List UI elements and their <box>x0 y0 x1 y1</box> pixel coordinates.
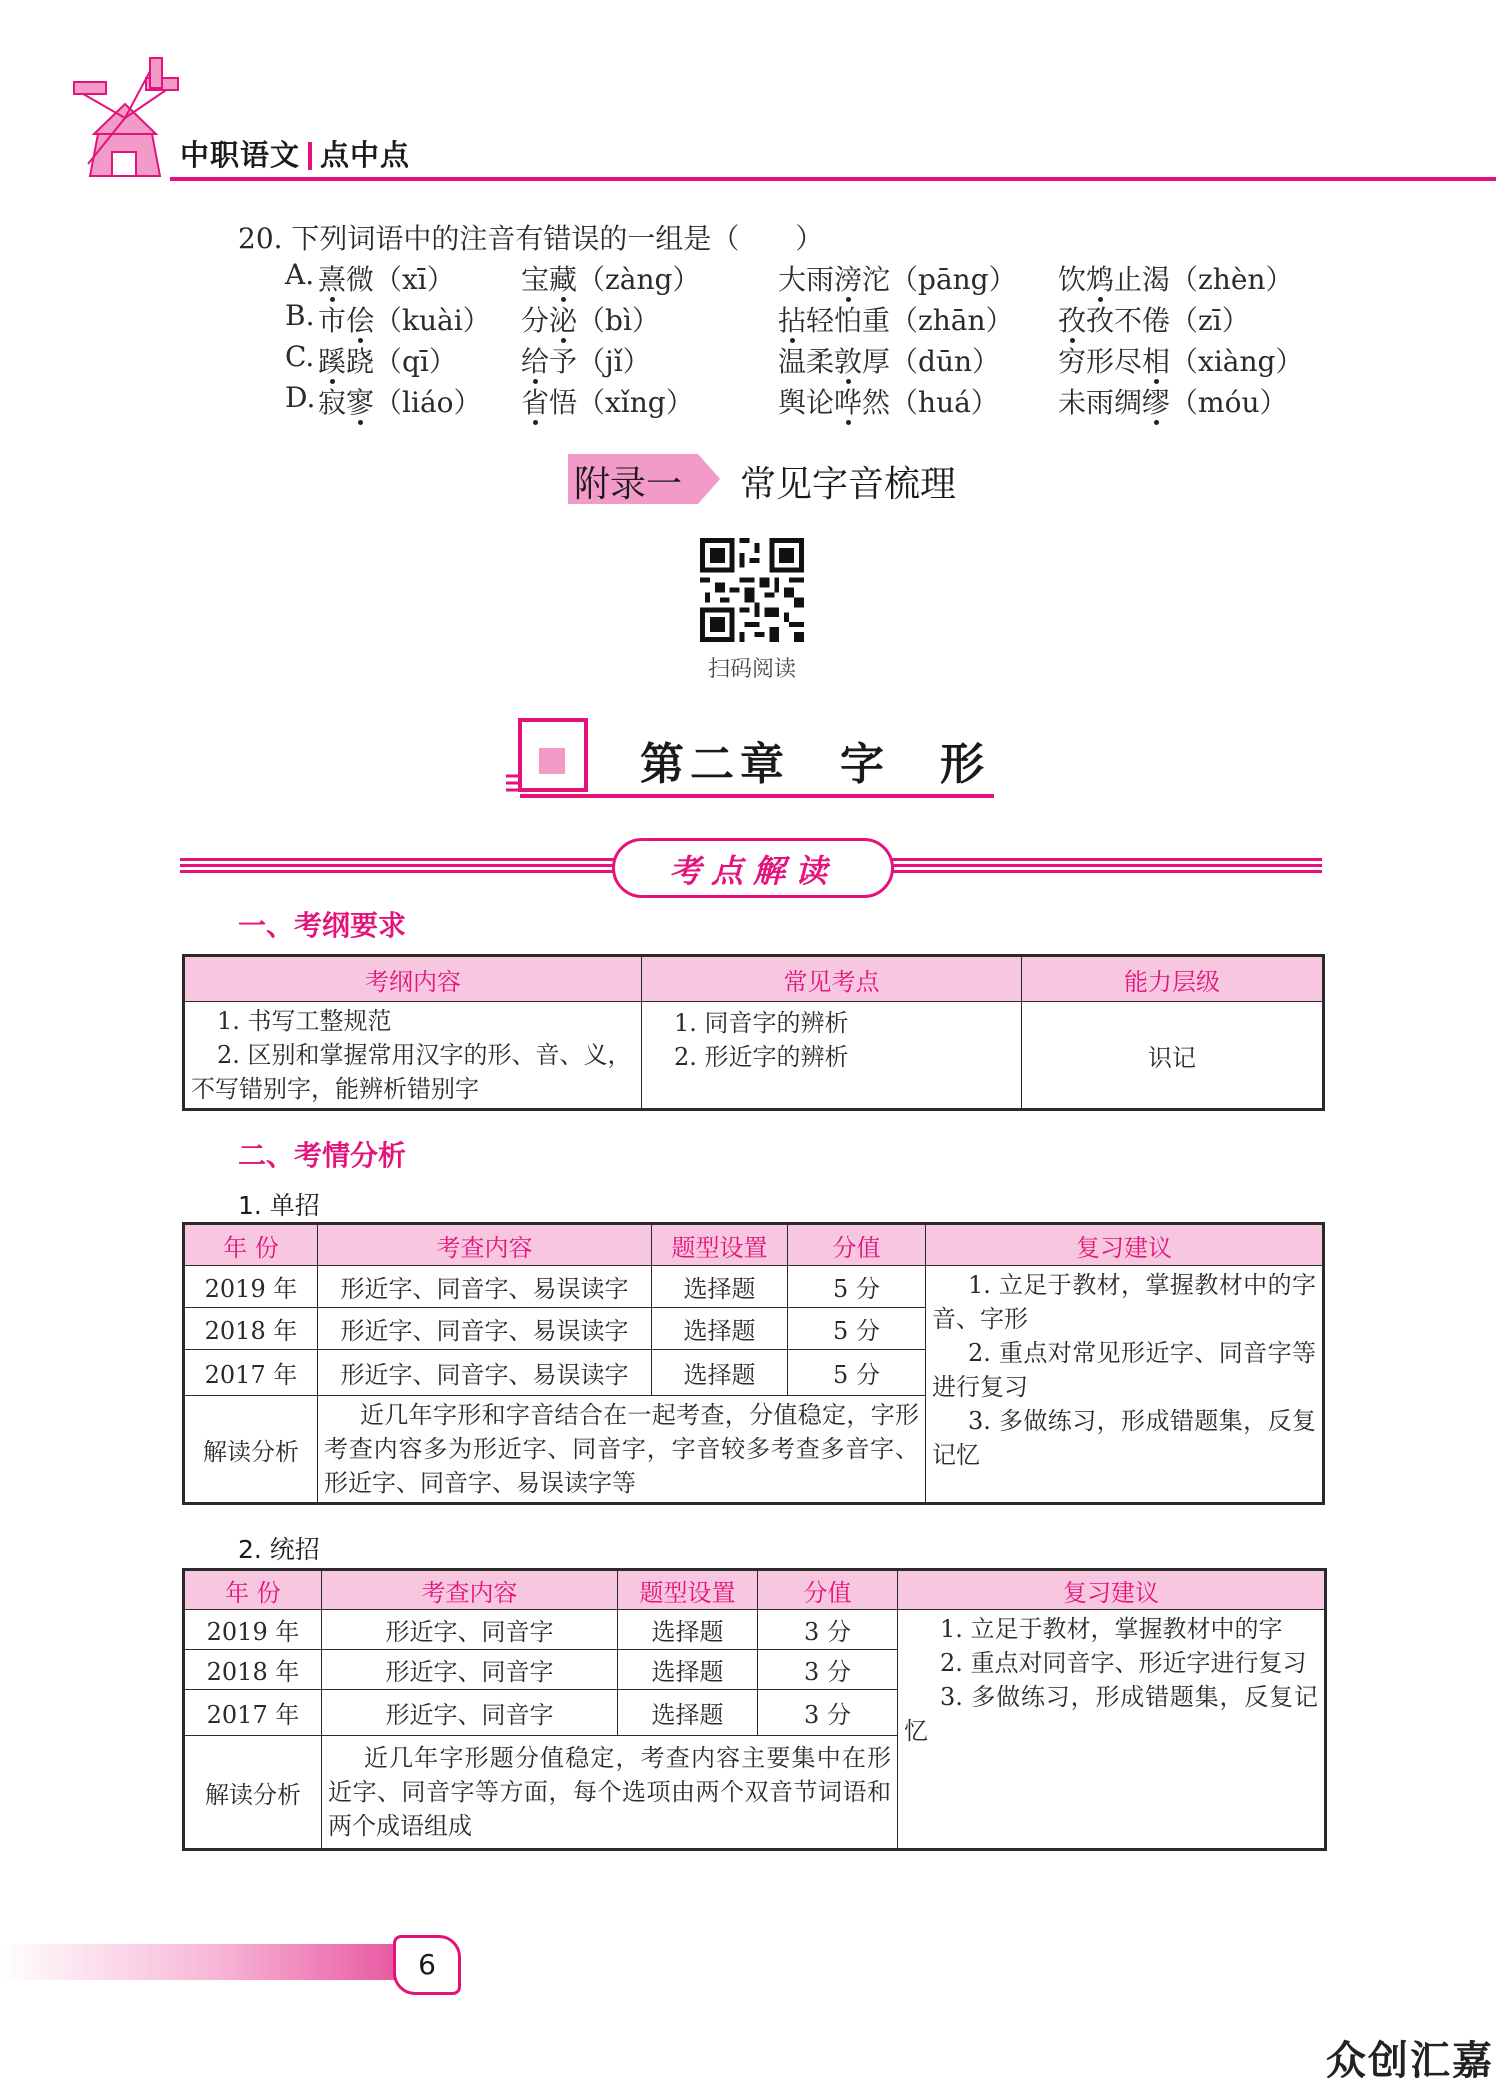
type-cell: 选择题 <box>652 1350 788 1396</box>
analysis-text: 近几年字形和字音结合在一起考查，分值稳定，字形考查内容多为形近字、同音字，字音较多考查多音字、形近字、同音字、易误读字等 <box>324 1401 919 1497</box>
qr-caption: 扫码阅读 <box>707 657 796 682</box>
year-cell: 2017 年 <box>184 1690 322 1736</box>
qr-code-icon[interactable] <box>700 538 804 642</box>
advice-line: 1. 立足于教材，掌握教材中的字 <box>940 1615 1283 1643</box>
col-header: 分值 <box>758 1570 898 1610</box>
col-header: 年 份 <box>184 1224 318 1266</box>
option-word: 孜孜不倦（zī） <box>1058 304 1250 337</box>
option-word: 穷形尽相（xiàng） <box>1058 345 1304 378</box>
advice-cell <box>898 1610 1326 1850</box>
syllabus-line: 1. 书写工整规范 <box>217 1007 392 1035</box>
content-cell: 形近字、同音字、易误读字 <box>318 1266 652 1308</box>
option-word: 熹微（xī） <box>318 263 455 296</box>
advice-line: 2. 重点对常见形近字、同音字等进行复习 <box>932 1339 1316 1401</box>
appendix-title: 常见字音梳理 <box>740 464 957 505</box>
year-cell: 2018 年 <box>184 1650 322 1690</box>
score-cell: 5 分 <box>788 1350 926 1396</box>
windmill-logo <box>68 56 183 186</box>
year-cell: 2019 年 <box>184 1610 322 1650</box>
appendix-label: 附录一 <box>574 464 683 505</box>
analysis-text: 近几年字形题分值稳定，考查内容主要集中在形近字、同音字等方面，每个选项由两个双音节词语和两个成语组成 <box>328 1744 891 1840</box>
analysis-label: 解读分析 <box>184 1396 318 1504</box>
content-cell: 形近字、同音字 <box>322 1610 618 1650</box>
type-cell: 选择题 <box>618 1690 758 1736</box>
footer-gradient-bar <box>0 1944 395 1980</box>
advice-line: 3. 多做练习，形成错题集，反复记忆 <box>932 1407 1316 1469</box>
option-word: 宝藏（zàng） <box>521 263 701 296</box>
option-word: 给予（jǐ） <box>521 345 651 378</box>
section-heading: 二、考情分析 <box>238 1139 407 1172</box>
header-brand: 中职语文 <box>180 138 301 172</box>
col-header: 考查内容 <box>322 1570 618 1610</box>
option-letter: B. <box>285 299 315 332</box>
option-word: 蹊跷（qī） <box>318 345 457 378</box>
content-cell: 形近字、同音字、易误读字 <box>318 1308 652 1350</box>
col-header: 分值 <box>788 1224 926 1266</box>
col-header: 题型设置 <box>652 1224 788 1266</box>
subsection-label: 1. 单招 <box>238 1191 320 1220</box>
analysis-cell <box>318 1396 926 1504</box>
unified-exam-table <box>182 1568 1327 1851</box>
syllabus-table <box>182 954 1325 1111</box>
points-cell <box>642 1002 1022 1110</box>
page-number: 6 <box>393 1935 461 1995</box>
advice-cell <box>926 1266 1324 1504</box>
score-cell: 3 分 <box>758 1610 898 1650</box>
content-cell: 形近字、同音字 <box>322 1650 618 1690</box>
content-cell: 形近字、同音字 <box>322 1690 618 1736</box>
header-divider <box>308 142 312 170</box>
option-word: 舆论哗然（huá） <box>778 386 999 419</box>
point-line: 1. 同音字的辨析 <box>674 1009 849 1037</box>
section-heading: 一、考纲要求 <box>238 909 407 942</box>
option-word: 大雨滂沱（pāng） <box>778 263 1017 296</box>
option-word: 市侩（kuài） <box>318 304 491 337</box>
col-header: 题型设置 <box>618 1570 758 1610</box>
year-cell: 2018 年 <box>184 1308 318 1350</box>
point-line: 2. 形近字的辨析 <box>674 1043 849 1071</box>
col-header: 年 份 <box>184 1570 322 1610</box>
appendix-tag-arrow <box>698 454 720 504</box>
col-header: 能力层级 <box>1022 956 1324 1002</box>
option-word: 省悟（xǐng） <box>521 386 694 419</box>
option-word: 饮鸩止渴（zhèn） <box>1058 263 1294 296</box>
option-word: 寂寥（liáo） <box>318 386 482 419</box>
score-cell: 5 分 <box>788 1308 926 1350</box>
subsection-label: 2. 统招 <box>238 1535 320 1564</box>
year-cell: 2017 年 <box>184 1350 318 1396</box>
type-cell: 选择题 <box>618 1650 758 1690</box>
single-exam-table <box>182 1222 1325 1505</box>
advice-line: 3. 多做练习，形成错题集，反复记忆 <box>904 1683 1318 1745</box>
col-header: 考查内容 <box>318 1224 652 1266</box>
col-header: 复习建议 <box>898 1570 1326 1610</box>
table-row <box>184 1266 1324 1308</box>
header-rule <box>170 177 1496 181</box>
question-stem: 20. 下列词语中的注音有错误的一组是（ ） <box>238 222 824 255</box>
score-cell: 3 分 <box>758 1650 898 1690</box>
type-cell: 选择题 <box>652 1308 788 1350</box>
analysis-label: 解读分析 <box>184 1736 322 1850</box>
option-word: 未雨绸缪（móu） <box>1058 386 1288 419</box>
year-cell: 2019 年 <box>184 1266 318 1308</box>
option-letter: A. <box>285 258 315 291</box>
header-title <box>180 133 410 174</box>
score-cell: 3 分 <box>758 1690 898 1736</box>
table-row <box>184 1610 1326 1650</box>
col-header: 常见考点 <box>642 956 1022 1002</box>
watermark: 众创汇嘉 <box>1326 2038 1494 2084</box>
option-word: 温柔敦厚（dūn） <box>778 345 1001 378</box>
type-cell: 选择题 <box>652 1266 788 1308</box>
syllabus-line: 2. 区别和掌握常用汉字的形、音、义， <box>217 1041 632 1069</box>
option-word: 拈轻怕重（zhān） <box>778 304 1014 337</box>
chapter-title: 第二章 字 形 <box>640 739 990 790</box>
advice-line: 1. 立足于教材，掌握教材中的字音、字形 <box>932 1271 1316 1333</box>
level-cell: 识记 <box>1022 1002 1324 1110</box>
section-banner-title: 考点解读 <box>668 852 837 890</box>
syllabus-line: 不写错别字，能辨析错别字 <box>191 1075 479 1103</box>
col-header: 复习建议 <box>926 1224 1324 1266</box>
option-letter: D. <box>285 381 316 414</box>
advice-line: 2. 重点对同音字、形近字进行复习 <box>940 1649 1307 1677</box>
col-header: 考纲内容 <box>184 956 642 1002</box>
option-letter: C. <box>285 340 315 373</box>
content-cell: 形近字、同音字、易误读字 <box>318 1350 652 1396</box>
analysis-cell <box>322 1736 898 1850</box>
syllabus-content-cell <box>184 1002 642 1110</box>
type-cell: 选择题 <box>618 1610 758 1650</box>
header-series: 点中点 <box>320 138 411 172</box>
option-word: 分泌（bì） <box>521 304 660 337</box>
score-cell: 5 分 <box>788 1266 926 1308</box>
